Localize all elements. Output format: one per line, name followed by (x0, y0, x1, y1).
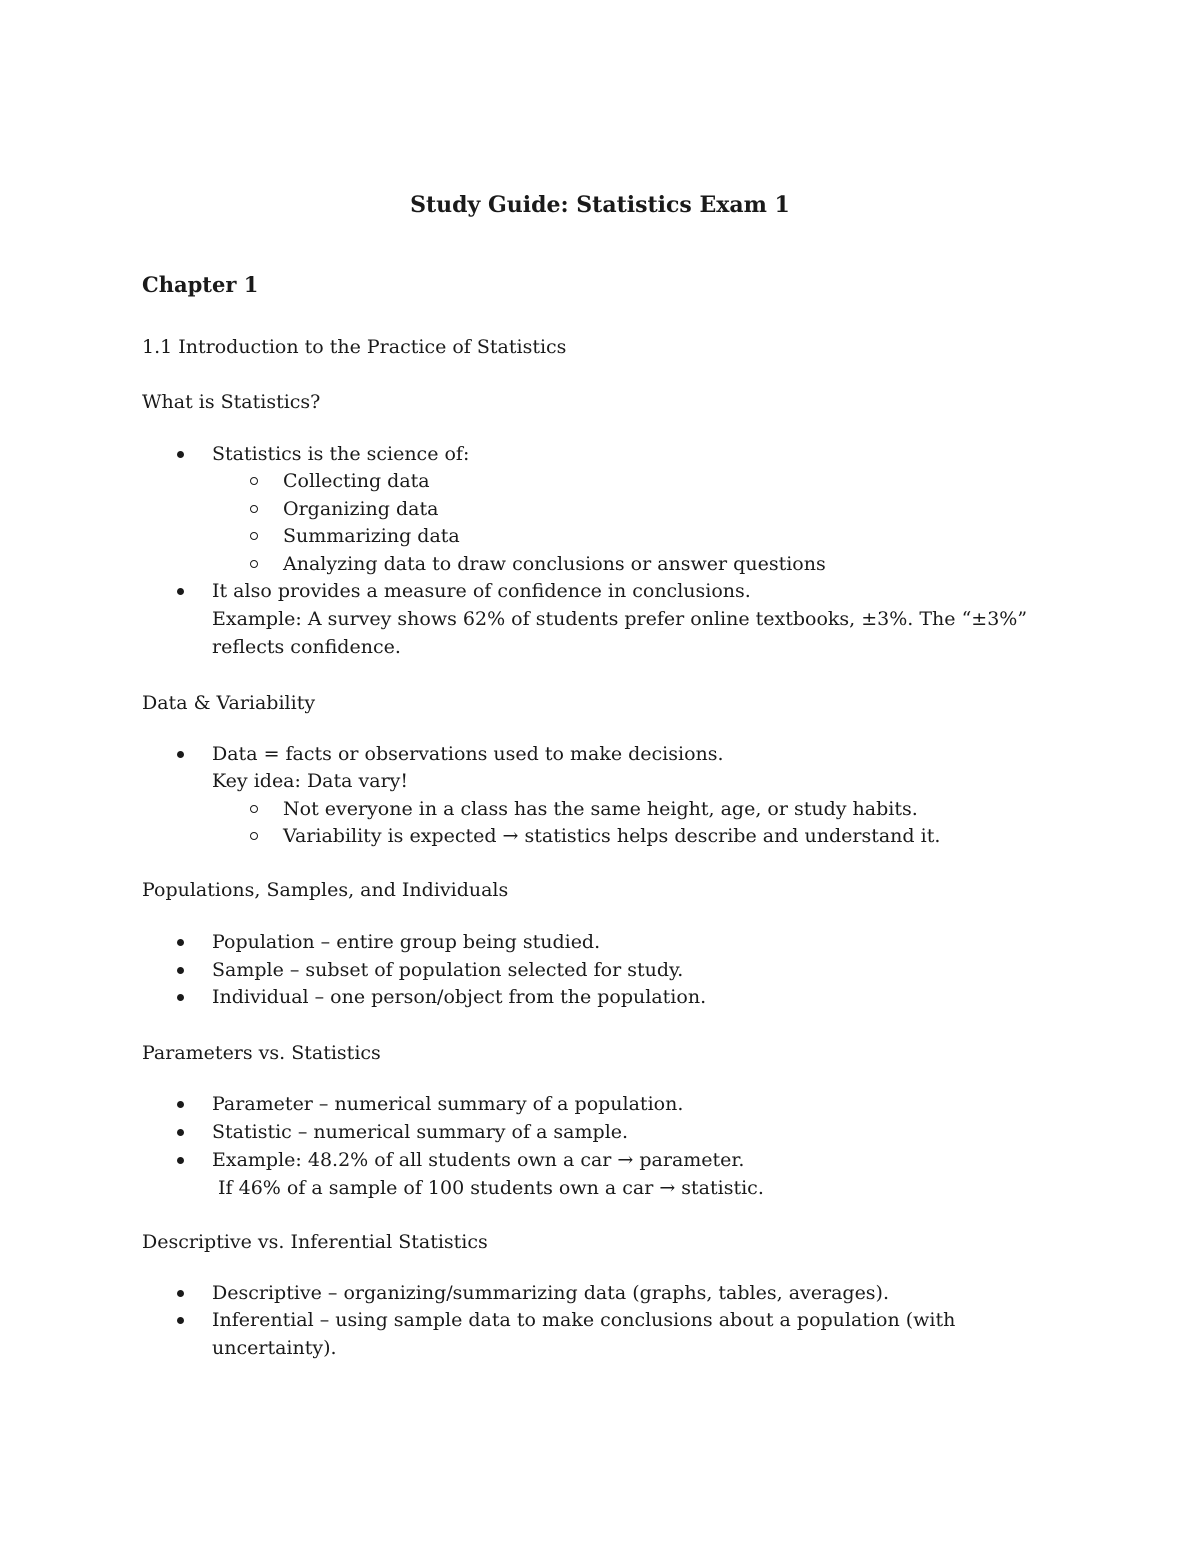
sub-list-item: Variability is expected → statistics helps describe and understand it. (283, 822, 940, 850)
example-continued: If 46% of a sample of 100 students own a car → statistic. (212, 1177, 764, 1199)
descriptive-heading: Descriptive vs. Inferential Statistics (142, 1231, 488, 1253)
list-item: Data = facts or observations used to make decisions. (212, 740, 724, 768)
example-text: Example: A survey shows 62% of students prefer online textbooks, ±3%. The “±3%” (212, 608, 1028, 630)
list-item: Individual – one person/object from the population. (212, 983, 706, 1011)
sub-list-item: Collecting data (283, 467, 430, 495)
list-item: Population – entire group being studied. (212, 928, 600, 956)
list-item: It also provides a measure of confidence in conclusions. (212, 577, 751, 605)
list-item: Example: 48.2% of all students own a car → parameter. (212, 1146, 744, 1174)
sub-list-item: Not everyone in a class has the same height, age, or study habits. (283, 795, 918, 823)
data-variability-heading: Data & Variability (142, 692, 316, 714)
populations-heading: Populations, Samples, and Individuals (142, 879, 509, 901)
parameters-heading: Parameters vs. Statistics (142, 1042, 381, 1064)
example-text-continued: reflects confidence. (212, 636, 401, 658)
key-idea-text: Key idea: Data vary! (212, 770, 409, 792)
list-item: Statistic – numerical summary of a sample. (212, 1118, 628, 1146)
document-title: Study Guide: Statistics Exam 1 (410, 192, 790, 218)
chapter-heading: Chapter 1 (142, 272, 259, 297)
list-item: Descriptive – organizing/summarizing data (graphs, tables, averages). (212, 1279, 889, 1307)
list-item: Sample – subset of population selected for study. (212, 956, 683, 984)
list-item-continued: uncertainty). (212, 1337, 337, 1359)
what-is-statistics-heading: What is Statistics? (142, 391, 321, 413)
list-item: Inferential – using sample data to make conclusions about a population (with (212, 1306, 955, 1334)
sub-list-item: Analyzing data to draw conclusions or answer questions (283, 550, 826, 578)
sub-list-item: Summarizing data (283, 522, 460, 550)
list-item: Statistics is the science of: (212, 440, 469, 468)
list-item: Parameter – numerical summary of a population. (212, 1090, 683, 1118)
section-title: 1.1 Introduction to the Practice of Statistics (142, 336, 567, 358)
sub-list-item: Organizing data (283, 495, 438, 523)
